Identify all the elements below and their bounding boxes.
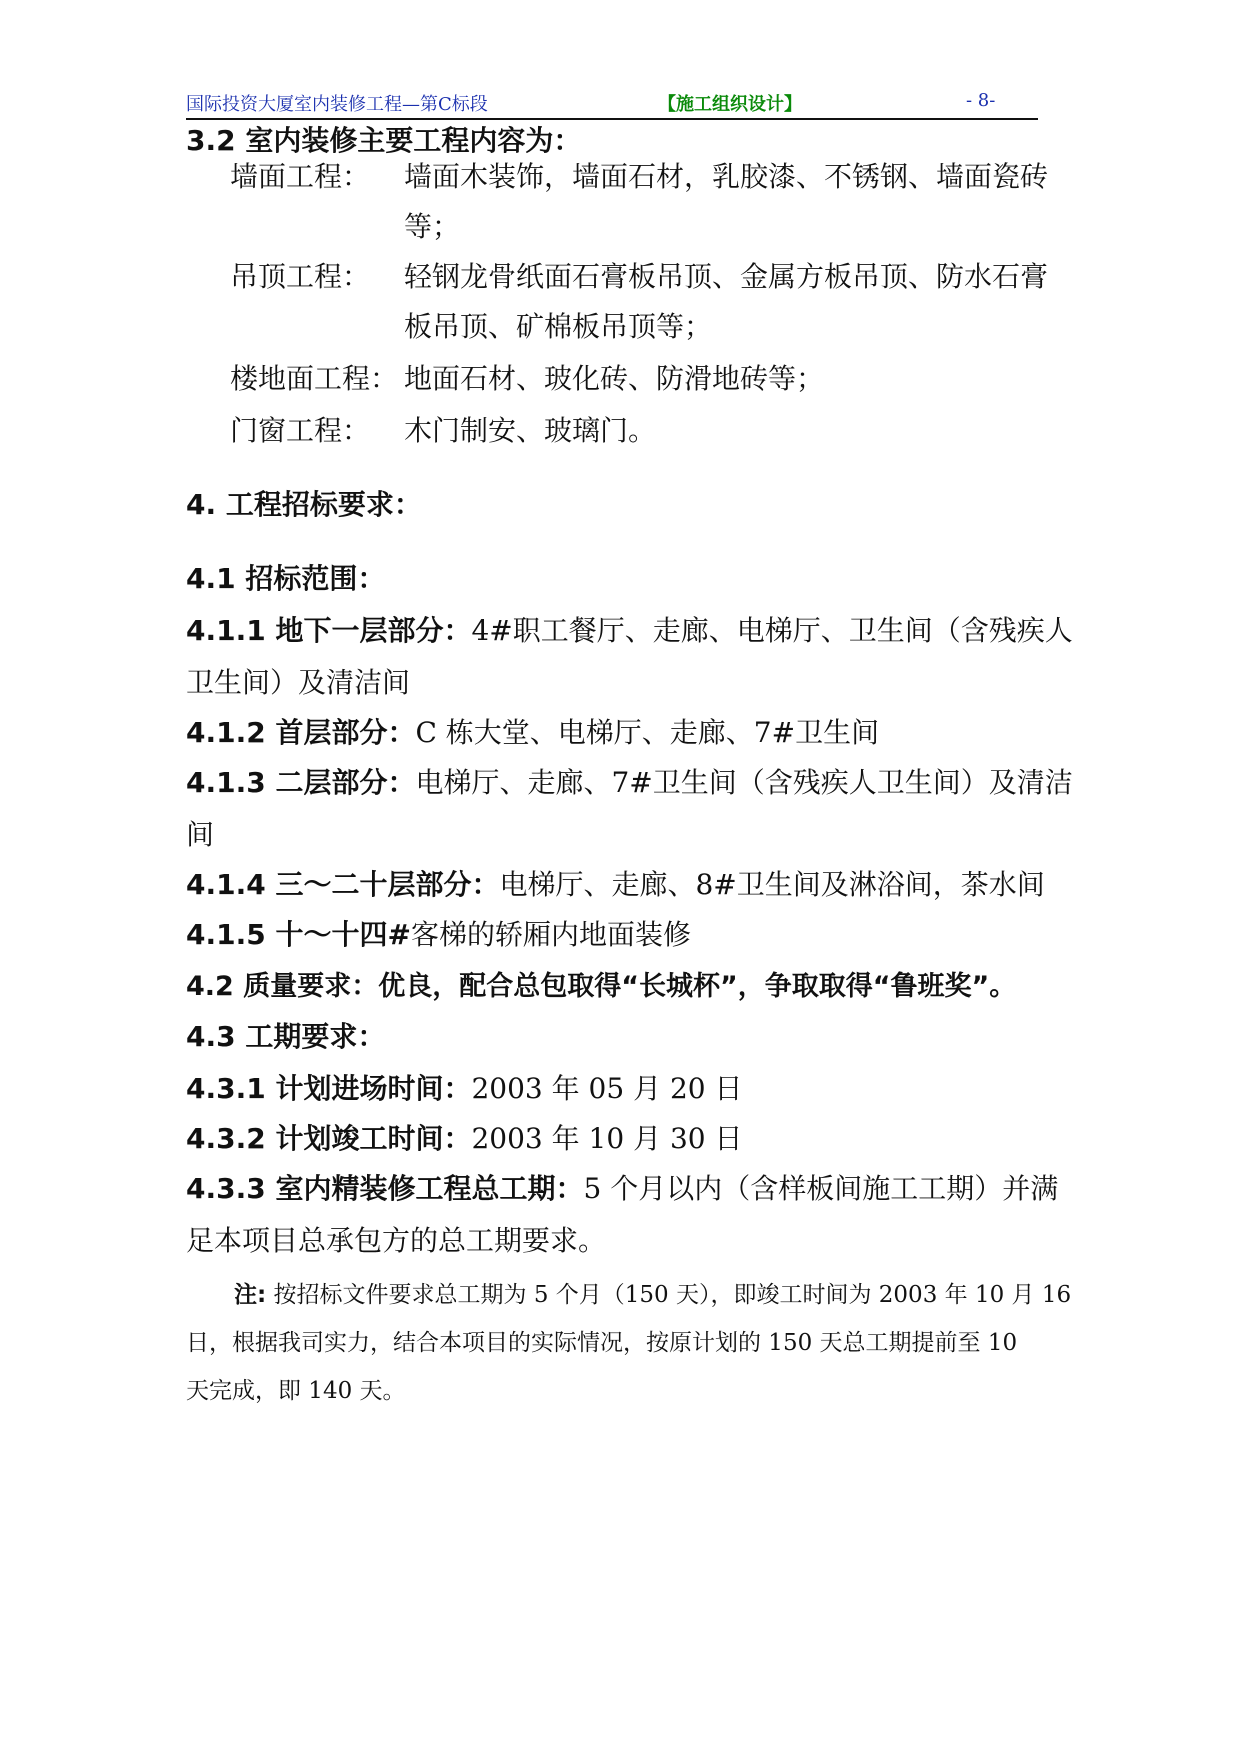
header-project-title: 国际投资大厦室内装修工程—第C标段 — [186, 94, 488, 115]
section-4-1-3-cont: 间 — [186, 818, 215, 851]
note-text: 按招标文件要求总工期为 5 个月（150 天），即竣工时间为 2003 年 10 月 16 — [273, 1282, 1072, 1308]
section-label: 4.1.4 三～二十层部分： — [186, 868, 500, 901]
note-line-2: 日，根据我司实力，结合本项目的实际情况，按原计划的 150 天总工期提前至 10 — [186, 1330, 1018, 1356]
section-4-3-title: 4.3 工期要求： — [186, 1020, 386, 1053]
section-4-1-5 — [186, 918, 691, 952]
section-4-1-1 — [186, 614, 1073, 648]
item-def-line: 轻钢龙骨纸面石膏板吊顶、金属方板吊顶、防水石膏 — [404, 260, 1049, 293]
section-4-1-1-cont: 卫生间）及清洁间 — [186, 666, 411, 699]
page-header — [186, 86, 1038, 120]
section-4-2: 4.2 质量要求：优良，配合总包取得“长城杯”，争取取得“鲁班奖”。 — [186, 971, 1017, 1002]
section-3-2-title: 3.2 室内装修主要工程内容为： — [186, 124, 582, 157]
section-4-1-4 — [186, 868, 1045, 902]
section-4-3-1 — [186, 1072, 743, 1106]
header-doc-title: 【施工组织设计】 — [658, 94, 802, 115]
section-4-1-3 — [186, 766, 1073, 800]
section-label: 4.1.3 二层部分： — [186, 766, 416, 799]
section-4-1-title: 4.1 招标范围： — [186, 562, 386, 595]
item-term: 吊顶工程： — [230, 260, 371, 293]
item-term: 墙面工程： — [230, 160, 371, 193]
header-page-number: - 8- — [966, 90, 996, 111]
section-4-3-3-cont: 足本项目总承包方的总工期要求。 — [186, 1224, 607, 1257]
section-text: 客梯的轿厢内地面装修 — [410, 918, 691, 951]
section-text: 电梯厅、走廊、7#卫生间（含残疾人卫生间）及清洁 — [415, 766, 1073, 799]
section-4-3-3 — [186, 1172, 1058, 1206]
item-def-line: 地面石材、玻化砖、防滑地砖等； — [404, 362, 825, 395]
section-text: 4#职工餐厅、走廊、电梯厅、卫生间（含残疾人 — [471, 614, 1073, 647]
section-label: 4.3.2 计划竣工时间： — [186, 1122, 472, 1155]
section-label: 4.1.5 十～十四# — [186, 918, 411, 951]
section-label: 4.3.3 室内精装修工程总工期： — [186, 1172, 584, 1205]
note-label: 注: — [234, 1282, 267, 1308]
section-4-3-2 — [186, 1122, 743, 1156]
section-4-1-2 — [186, 716, 879, 750]
item-term: 楼地面工程： — [230, 362, 399, 395]
note-line-3: 天完成，即 140 天。 — [186, 1378, 406, 1404]
section-text: C 栋大堂、电梯厅、走廊、7#卫生间 — [415, 716, 880, 749]
item-def-line: 墙面木装饰，墙面石材，乳胶漆、不锈钢、墙面瓷砖 — [404, 160, 1049, 193]
note-line-1 — [234, 1280, 1071, 1310]
section-label: 4.1.2 首层部分： — [186, 716, 416, 749]
section-label: 4.3.1 计划进场时间： — [186, 1072, 472, 1105]
item-def-line: 等； — [404, 210, 461, 243]
section-text: 5 个月以内（含样板间施工工期）并满 — [583, 1172, 1059, 1205]
section-4-title: 4. 工程招标要求： — [186, 488, 422, 521]
section-label: 4.1.1 地下一层部分： — [186, 614, 472, 647]
item-def-line: 板吊顶、矿棉板吊顶等； — [404, 310, 713, 343]
section-text: 2003 年 10 月 30 日 — [471, 1122, 743, 1155]
section-text: 电梯厅、走廊、8#卫生间及淋浴间，茶水间 — [499, 868, 1045, 901]
item-term: 门窗工程： — [230, 414, 371, 447]
item-def-line: 木门制安、玻璃门。 — [404, 414, 657, 447]
section-text: 2003 年 05 月 20 日 — [471, 1072, 743, 1105]
